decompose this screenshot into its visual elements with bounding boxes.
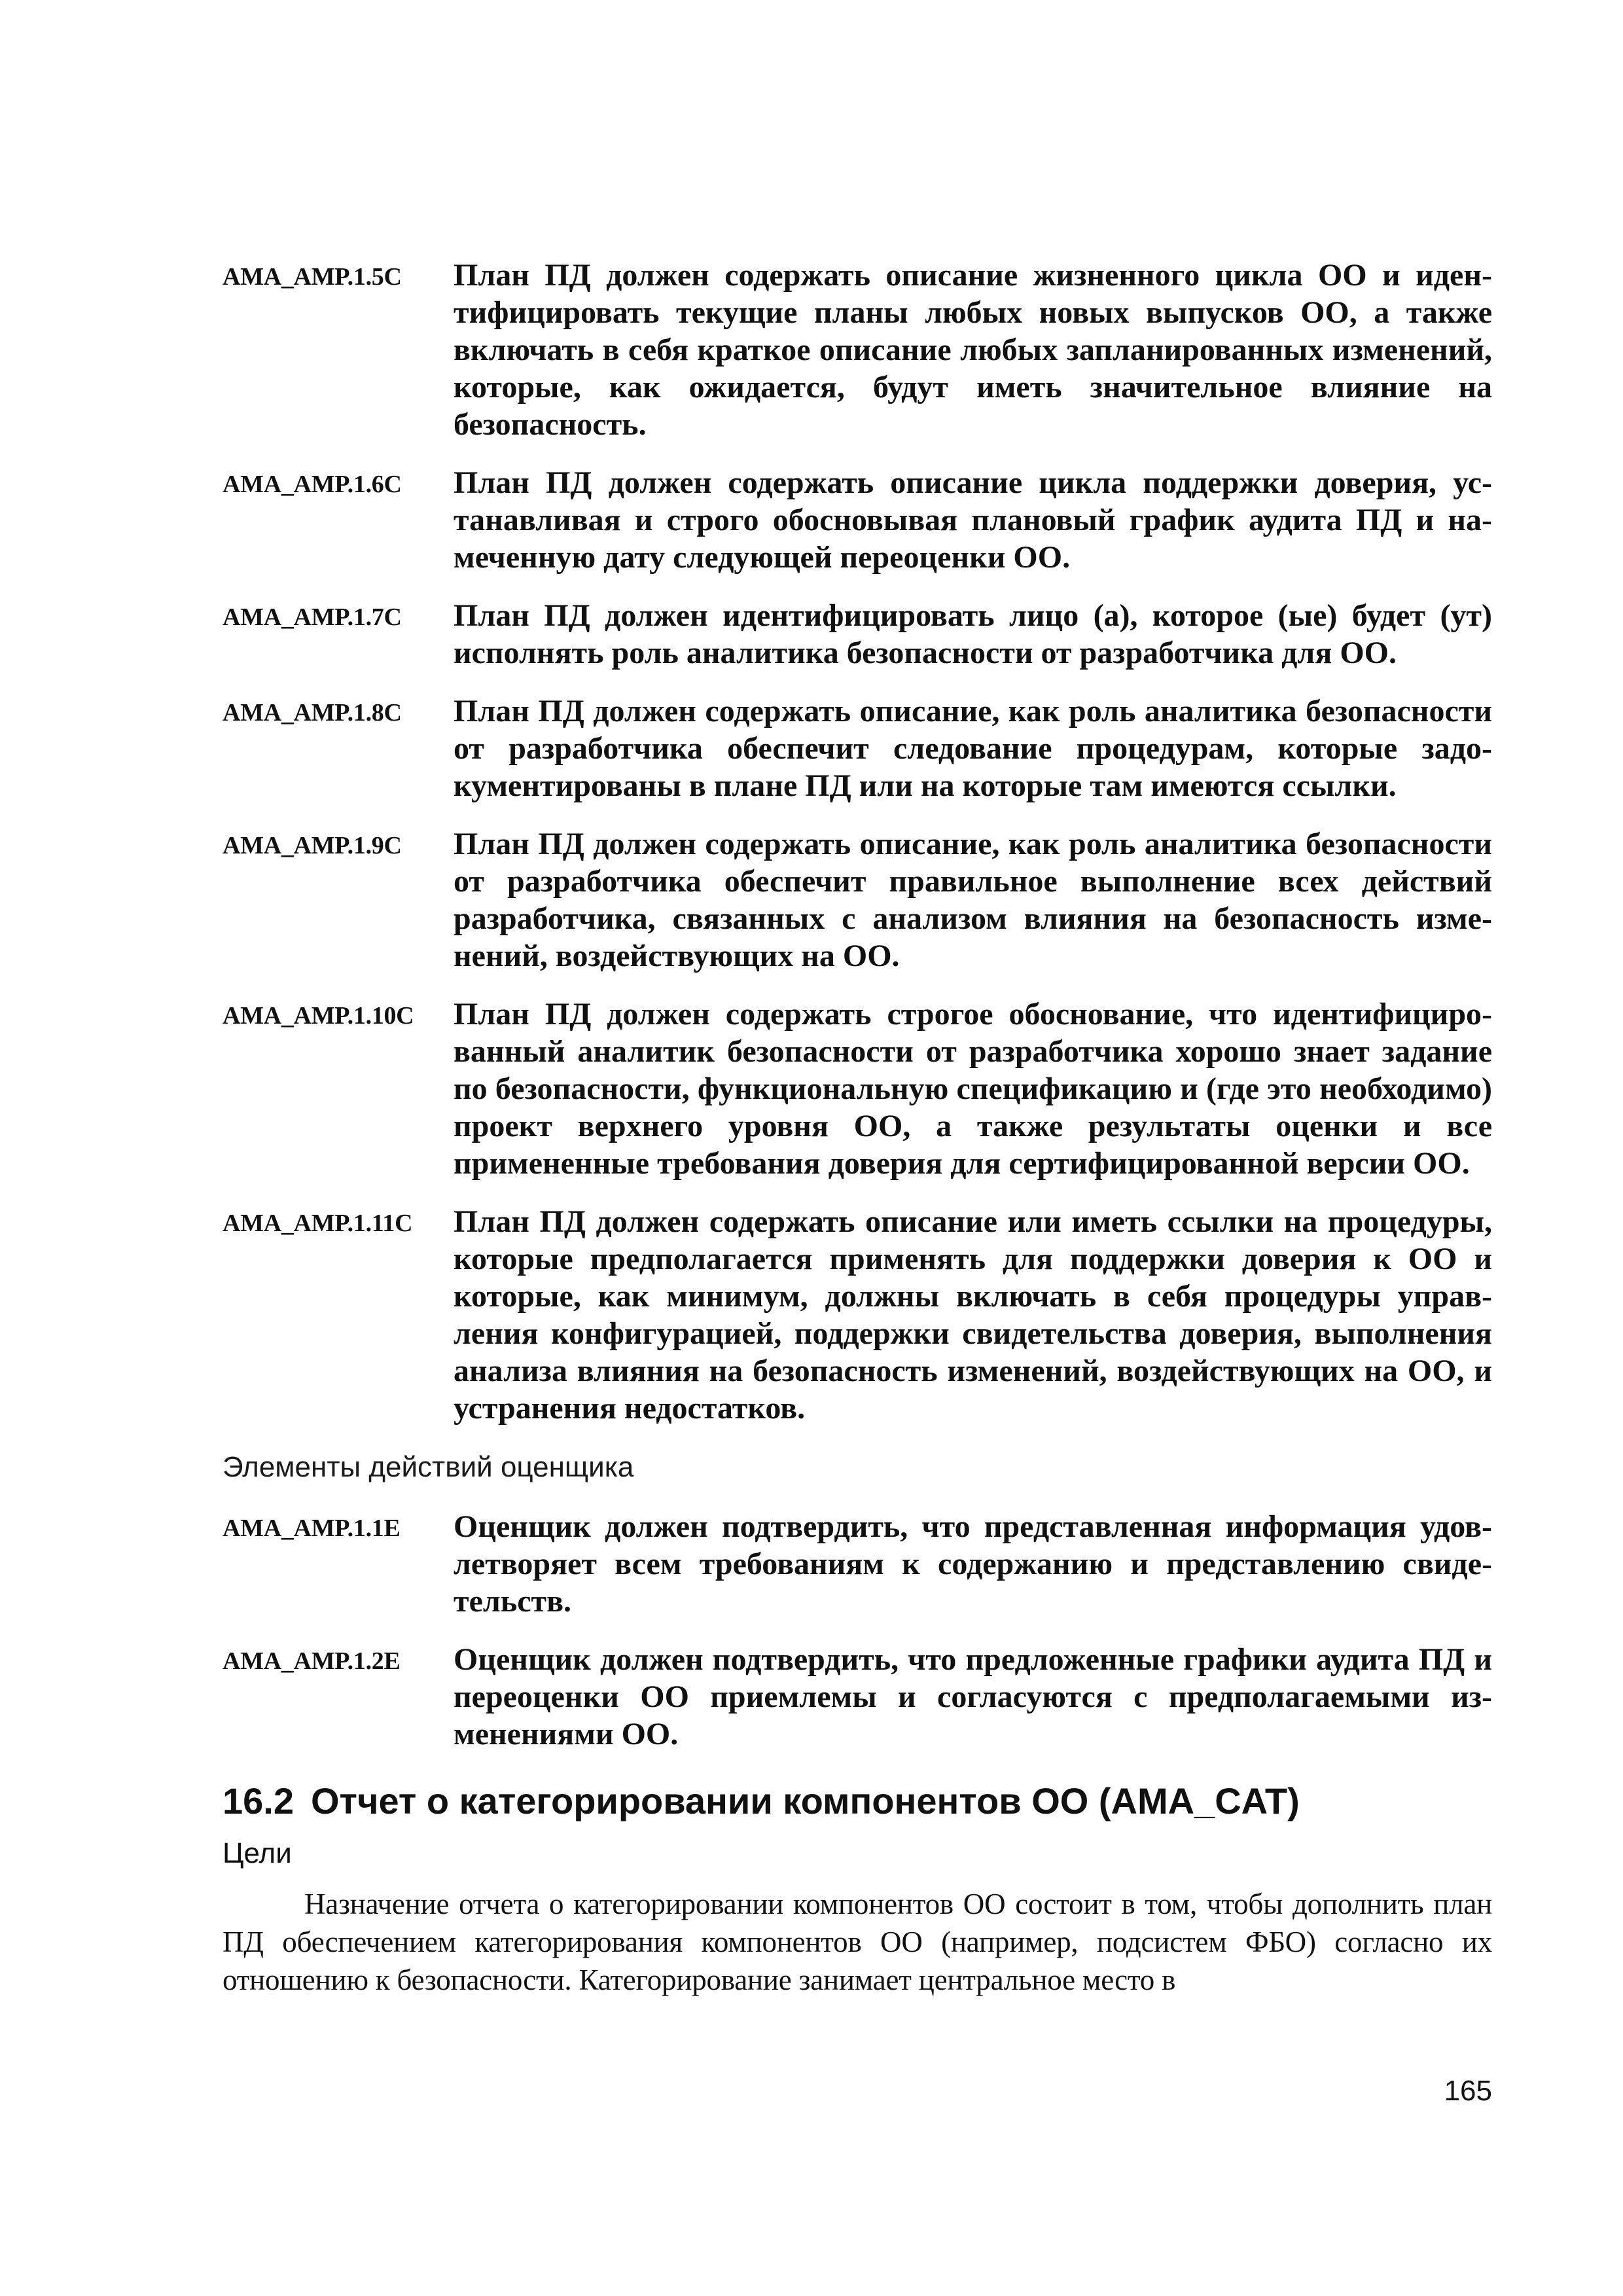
requirement-item	[223, 1203, 1492, 1427]
body-paragraph: Назначение отчета о категорировании компонентов ОО состоит в том, чтобы дополнить план ПД обеспечением категорирования компонентов ОО (например, подсистем ФБО) согласно их отношению к безопасности. Категорирование занимает центральное место в	[223, 1888, 1492, 1996]
requirement-code: AMA_AMP.1.7C	[223, 603, 402, 631]
developer-requirements-list	[223, 257, 1492, 1427]
requirement-text: План ПД должен содержать описание, как роль аналитика безопасности от разработчика обеспечит правильное выполнение всех действий разработчика, связанных с анализом влияния на безопасность изменений, воздействующих на ОО.	[454, 827, 1492, 973]
section-number: 16.2	[223, 1780, 294, 1821]
requirement-text: План ПД должен содержать описание цикла поддержки доверия, устанавливая и строго обосновывая плановый график аудита ПД и намеченную дату следующей переоценки ОО.	[454, 465, 1492, 575]
requirement-text: План ПД должен содержать описание или иметь ссылки на процедуры, которые предполагается применять для поддержки доверия к ОО и которые, как минимум, должны включать в себя процедуры управления конфигурацией, поддержки свидетельства доверия, выполнения анализа влияния на безопасность изменений, воздействующих на ОО, и устранения недостатков.	[454, 1204, 1492, 1426]
requirement-text: План ПД должен идентифицировать лицо (а), которое (ые) будет (ут) исполнять роль аналитика безопасности от разработчика для ОО.	[454, 598, 1492, 670]
requirement-item	[223, 1641, 1492, 1753]
requirement-code: AMA_AMP.1.10C	[223, 1002, 414, 1030]
requirement-item	[223, 996, 1492, 1182]
section-heading	[223, 1778, 1492, 1825]
page-content	[223, 257, 1492, 1999]
requirement-code: AMA_AMP.1.6C	[223, 471, 402, 498]
requirement-code: AMA_AMP.1.1E	[223, 1515, 401, 1542]
requirement-text: Оценщик должен подтвердить, что представленная информация удовлетворяет всем требованиям к содержанию и представлению свидетельств.	[454, 1509, 1492, 1619]
requirement-item	[223, 1508, 1492, 1620]
requirement-text: План ПД должен содержать строгое обоснование, что идентифицированный аналитик безопасности от разработчика хорошо знает задание по безопасности, функциональную спецификацию и (где это необходимо) проект верхнего уровня ОО, а также результаты оценки и все примененные требования доверия для сертифицированной версии ОО.	[454, 997, 1492, 1181]
requirement-code: AMA_AMP.1.5C	[223, 263, 402, 291]
requirement-item	[223, 257, 1492, 443]
page-number: 165	[1444, 2075, 1492, 2107]
requirement-code: AMA_AMP.1.8C	[223, 699, 402, 726]
requirement-code: AMA_AMP.1.11C	[223, 1210, 413, 1237]
requirement-text: План ПД должен содержать описание, как роль аналитика безопасности от разработчика обеспечит следование процедурам, которые задокументированы в плане ПД или на которые там имеются ссылки.	[454, 694, 1492, 803]
evaluator-requirements-list	[223, 1508, 1492, 1753]
requirement-item	[223, 464, 1492, 576]
evaluator-actions-heading: Элементы действий оценщика	[223, 1451, 634, 1483]
requirement-item	[223, 825, 1492, 975]
requirement-code: AMA_AMP.1.9C	[223, 832, 402, 859]
goals-heading: Цели	[223, 1837, 292, 1869]
requirement-item	[223, 692, 1492, 804]
requirement-text: План ПД должен содержать описание жизненного цикла ОО и идентифицировать текущие планы любых новых выпусков ОО, а также включать в себя краткое описание любых запланированных изменений, которые, как ожидается, будут иметь значительное влияние на безопасность.	[454, 258, 1492, 442]
requirement-text: Оценщик должен подтвердить, что предложенные графики аудита ПД и переоценки ОО приемлемы и согласуются с предполагаемыми изменениями ОО.	[454, 1642, 1492, 1751]
section-title: Отчет о категорировании компонентов ОО (AMA_CAT)	[311, 1780, 1300, 1821]
requirement-item	[223, 597, 1492, 672]
requirement-code: AMA_AMP.1.2E	[223, 1647, 401, 1675]
